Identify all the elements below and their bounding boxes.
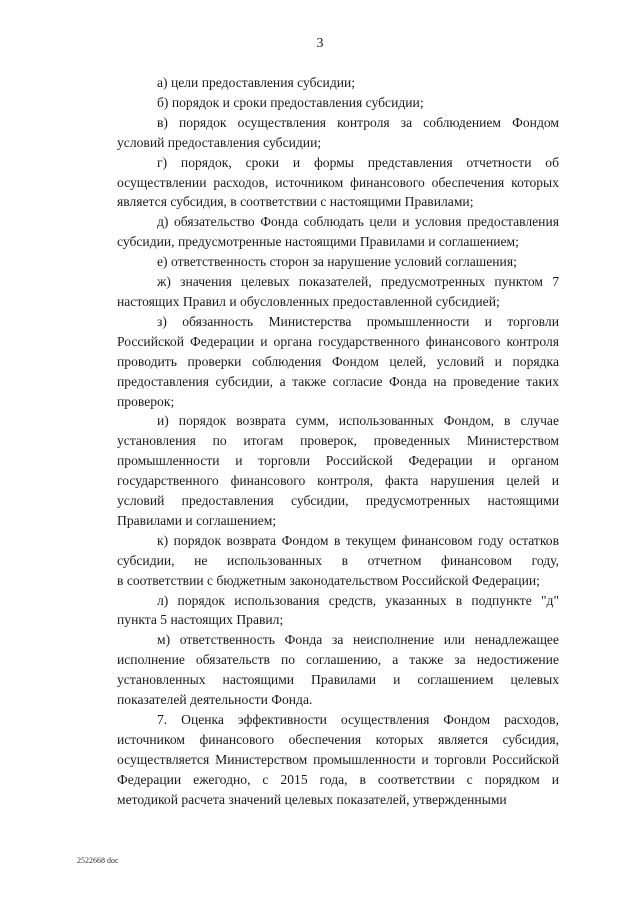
text-line: в соответствии с бюджетным законодательством Российской Федерации; [117, 572, 540, 588]
text-line: л) порядок использования средств, указанных в подпункте "д" [157, 592, 559, 608]
paragraph [77, 710, 559, 810]
text-line: проверок; [117, 393, 175, 409]
text-line: в) порядок осуществления контроля за соблюдением Фондом [157, 114, 559, 130]
text-line: осуществлении расходов, источником финансового обеспечения которых [117, 174, 559, 190]
text-line: установленных настоящими Правилами и соглашением целевых [117, 672, 559, 688]
paragraph [77, 272, 559, 312]
paragraph [77, 630, 559, 710]
document-body [77, 73, 559, 810]
text-line: Федерации ежегодно, с 2015 года, в соответствии с порядком и [117, 771, 559, 787]
text-line: Правилами и соглашением; [117, 512, 277, 528]
paragraph [77, 411, 559, 530]
text-line: м) ответственность Фонда за неисполнение или ненадлежащее [157, 632, 559, 648]
text-line: установления по итогам проверок, проведенных Министерством [117, 433, 559, 449]
text-line: д) обязательство Фонда соблюдать цели и условия предоставления [157, 214, 559, 230]
text-line: предоставления субсидии, а также согласие Фонда на проведение таких [117, 373, 559, 389]
text-line: осуществляется Министерством промышленности и торговли Российской [117, 751, 559, 767]
text-line: ж) значения целевых показателей, предусмотренных пунктом 7 [157, 274, 559, 290]
text-line: е) ответственность сторон за нарушение условий соглашения; [157, 254, 517, 270]
text-line: государственного финансового контроля, факта нарушения целей и [117, 473, 559, 489]
text-line: показателей деятельности Фонда. [117, 692, 313, 708]
paragraph [77, 212, 559, 252]
paragraph [77, 591, 559, 631]
paragraph [77, 113, 559, 153]
text-line: 7. Оценка эффективности осуществления Фондом расходов, [157, 712, 559, 727]
text-line: источником финансового обеспечения которых является субсидия, [117, 731, 559, 747]
paragraph [77, 531, 559, 591]
text-line: з) обязанность Министерства промышленности и торговли [157, 313, 559, 329]
text-line: пункта 5 настоящих Правил; [117, 612, 284, 628]
text-line: г) порядок, сроки и формы представления отчетности об [157, 154, 559, 170]
text-line: а) цели предоставления субсидии; [157, 75, 356, 90]
paragraph [77, 153, 559, 213]
text-line: промышленности и торговли Российской Федерации и органом [117, 453, 559, 469]
text-line: настоящих Правил и обусловленных предоставленной субсидией; [117, 293, 500, 309]
text-line: условий предоставления субсидии; [117, 134, 322, 150]
document-footer-code: 2522668 doc [77, 856, 119, 865]
text-line: Российской Федерации и органа государственного финансового контроля [117, 333, 559, 349]
text-line: исполнение обязательств по соглашению, а также за недостижение [117, 652, 559, 668]
text-line: б) порядок и сроки предоставления субсидии; [157, 94, 424, 110]
page-number: 3 [316, 36, 324, 51]
text-line: субсидии, не использованных в отчетном финансовом году, [117, 552, 559, 568]
text-line: условий предоставления субсидии, предусмотренных настоящими [117, 493, 559, 509]
paragraph [77, 93, 559, 113]
text-line: проводить проверки соблюдения Фондом целей, условий и порядка [117, 353, 559, 369]
paragraph [77, 73, 559, 93]
text-line: является субсидия, в соответствии с настоящими Правилами; [117, 194, 474, 210]
text-line: и) порядок возврата сумм, использованных Фондом, в случае [157, 413, 559, 429]
text-line: методикой расчета значений целевых показателей, утвержденными [117, 791, 507, 807]
paragraph [77, 252, 559, 272]
paragraph [77, 312, 559, 412]
text-line: к) порядок возврата Фондом в текущем финансовом году остатков [157, 532, 559, 548]
text-line: субсидии, предусмотренные настоящими Правилами и соглашением; [117, 234, 519, 250]
